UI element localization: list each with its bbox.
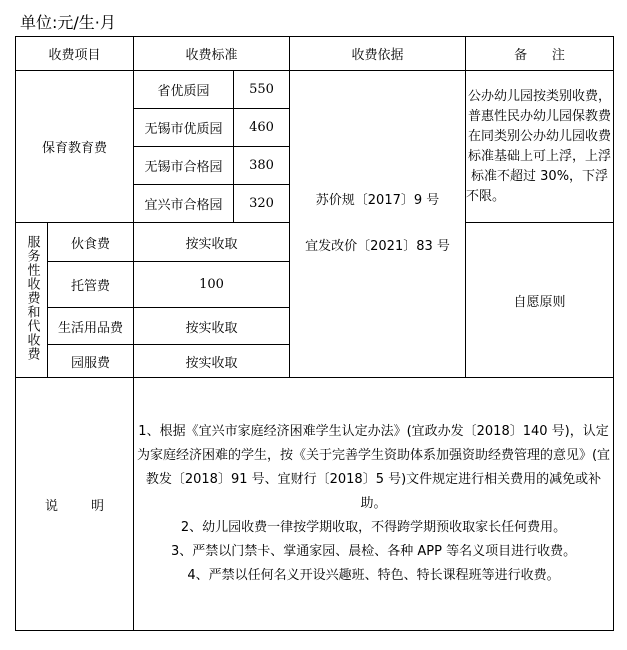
tier-name: 无锡市优质园	[134, 109, 234, 147]
notes-label: 说 明	[16, 378, 134, 631]
tier-fee: 550	[234, 71, 290, 109]
tier-name: 省优质园	[134, 71, 234, 109]
service-fee: 按实收取	[134, 308, 290, 345]
header-item: 收费项目	[16, 37, 134, 71]
tier-fee: 320	[234, 185, 290, 223]
service-name: 园服费	[48, 345, 134, 378]
note-item: 3、严禁以门禁卡、掌通家园、晨检、各种 APP 等名义项目进行收费。	[170, 544, 577, 559]
services-remarks: 自愿原则	[466, 223, 614, 378]
basis-line-1: 苏价规〔2017〕9 号	[315, 193, 440, 208]
header-basis: 收费依据	[290, 37, 466, 71]
education-label: 保育教育费	[16, 71, 134, 223]
notes-row	[16, 378, 614, 631]
note-item: 1、根据《宜兴市家庭经济困难学生认定办法》(宜政办发〔2018〕140 号)，认定为家庭经济困难的学生，按《关于完善学生资助体系加强资助经费管理的意见》(宜教发〔2018〕91 号、宜财行〔2018〕5 号)文件规定进行相关费用的减免或补助。	[136, 424, 611, 511]
service-name: 伙食费	[48, 223, 134, 262]
fee-table	[15, 36, 614, 631]
unit-label: 单位:元/生·月	[20, 13, 116, 32]
services-group-label	[16, 223, 48, 378]
header-standard: 收费标准	[134, 37, 290, 71]
note-item: 2、幼儿园收费一律按学期收取，不得跨学期预收取家长任何费用。	[180, 520, 567, 535]
header-row	[16, 37, 614, 71]
header-remarks: 备 注	[466, 37, 614, 71]
note-item: 4、严禁以任何名义开设兴趣班、特色、特长课程班等进行收费。	[187, 568, 560, 583]
services-group-text: 服务性收费和代收费	[24, 235, 40, 361]
basis-line-2: 宜发改价〔2021〕83 号	[305, 239, 450, 254]
service-fee: 按实收取	[134, 223, 290, 262]
service-fee: 按实收取	[134, 345, 290, 378]
education-remarks: 公办幼儿园按类别收费，普惠性民办幼儿园保教费在同类别公办幼儿园收费标准基础上可上浮，上浮标准不超过 30%，下浮不限。	[466, 71, 614, 223]
education-row-1	[16, 71, 614, 109]
notes-content	[134, 378, 614, 631]
tier-fee: 380	[234, 147, 290, 185]
service-fee: 100	[134, 262, 290, 308]
tier-name: 宜兴市合格园	[134, 185, 234, 223]
service-name: 生活用品费	[48, 308, 134, 345]
tier-name: 无锡市合格园	[134, 147, 234, 185]
service-name: 托管费	[48, 262, 134, 308]
fee-basis	[290, 71, 466, 378]
tier-fee: 460	[234, 109, 290, 147]
